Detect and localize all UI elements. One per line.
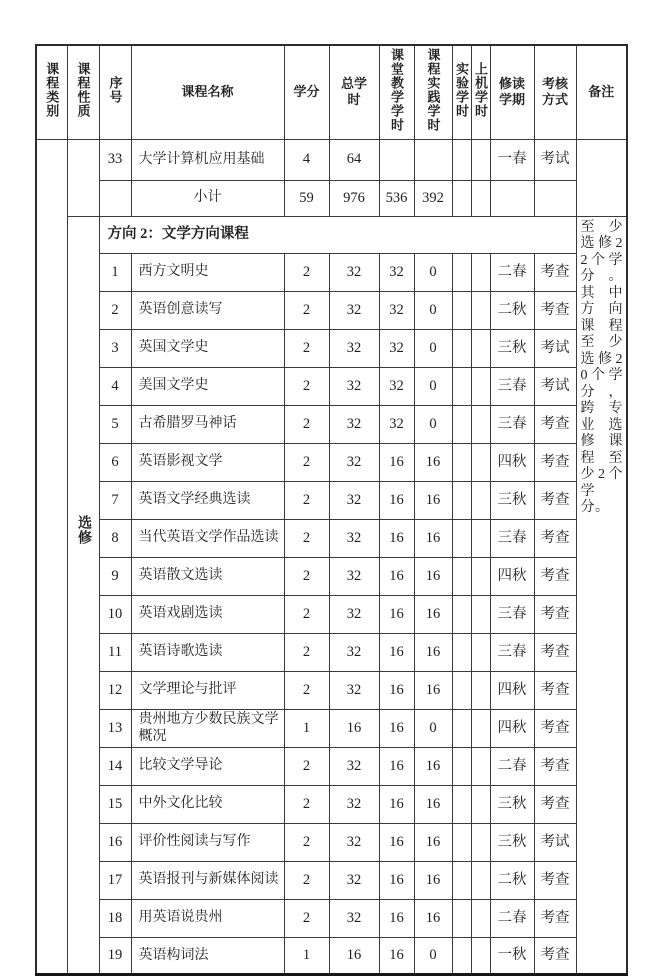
course-classroom-hours: 32: [379, 329, 414, 367]
course-semester: 三秋: [490, 823, 534, 861]
course-name: 英语文学经典选读: [131, 481, 284, 519]
course-experiment-hours: [452, 291, 471, 329]
col-assessment: [534, 45, 576, 139]
course-credits: 2: [284, 861, 329, 899]
course-credits: 2: [284, 443, 329, 481]
course-name: 英国文学史: [131, 329, 284, 367]
course-computer-hours: [471, 367, 490, 405]
course-experiment-hours: [452, 557, 471, 595]
subtotal-credits: 59: [284, 180, 329, 216]
course-seq: 13: [99, 709, 131, 747]
course-credits: 2: [284, 253, 329, 291]
course-total-hours: 32: [329, 481, 379, 519]
course-practice-hours: 16: [414, 861, 452, 899]
course-computer-hours: [471, 785, 490, 823]
subtotal-practice-hours: 392: [414, 180, 452, 216]
course-assessment: 考查: [534, 253, 576, 291]
course-name: 英语影视文学: [131, 443, 284, 481]
course-total-hours: 64: [329, 139, 379, 180]
course-practice-hours: 0: [414, 405, 452, 443]
course-classroom-hours: 16: [379, 785, 414, 823]
col-classroom-hours: [379, 45, 414, 139]
course-credits: 2: [284, 405, 329, 443]
course-seq: 17: [99, 861, 131, 899]
course-total-hours: 32: [329, 519, 379, 557]
col-practice-hours-label: 课程实践学时: [425, 48, 441, 133]
course-assessment: 考查: [534, 861, 576, 899]
course-classroom-hours: 16: [379, 671, 414, 709]
course-credits: 2: [284, 747, 329, 785]
course-name: 英语戏剧选读: [131, 595, 284, 633]
course-practice-hours: 16: [414, 633, 452, 671]
course-row: [36, 595, 627, 633]
course-computer-hours: [471, 557, 490, 595]
course-credits: 2: [284, 291, 329, 329]
course-experiment-hours: [452, 367, 471, 405]
course-seq: 8: [99, 519, 131, 557]
course-row: [36, 443, 627, 481]
course-seq: 5: [99, 405, 131, 443]
col-course-name: [131, 45, 284, 139]
course-seq: 33: [99, 139, 131, 180]
course-seq: 3: [99, 329, 131, 367]
col-credits-label: 学分: [293, 84, 320, 100]
course-classroom-hours: [379, 139, 414, 180]
course-computer-hours: [471, 443, 490, 481]
course-classroom-hours: 16: [379, 823, 414, 861]
course-classroom-hours: 32: [379, 253, 414, 291]
subtotal-assessment: [534, 180, 576, 216]
course-semester: 四秋: [490, 443, 534, 481]
course-computer-hours: [471, 139, 490, 180]
course-experiment-hours: [452, 329, 471, 367]
course-total-hours: 32: [329, 633, 379, 671]
course-total-hours: 32: [329, 861, 379, 899]
course-semester: 四秋: [490, 671, 534, 709]
course-classroom-hours: 32: [379, 291, 414, 329]
col-credits: [284, 45, 329, 139]
course-computer-hours: [471, 709, 490, 747]
course-experiment-hours: [452, 937, 471, 975]
course-row: [36, 823, 627, 861]
course-nature-label: 选修: [76, 514, 91, 545]
course-practice-hours: 16: [414, 823, 452, 861]
course-classroom-hours: 32: [379, 405, 414, 443]
course-semester: 二秋: [490, 861, 534, 899]
course-experiment-hours: [452, 709, 471, 747]
course-assessment: 考查: [534, 671, 576, 709]
course-credits: 2: [284, 519, 329, 557]
course-seq: 15: [99, 785, 131, 823]
course-total-hours: 32: [329, 899, 379, 937]
course-semester: 二春: [490, 899, 534, 937]
col-classroom-hours-label: 课堂教学学时: [389, 48, 404, 133]
course-credits: 2: [284, 367, 329, 405]
course-classroom-hours: 16: [379, 595, 414, 633]
course-practice-hours: 0: [414, 329, 452, 367]
course-computer-hours: [471, 861, 490, 899]
course-row: [36, 519, 627, 557]
course-practice-hours: 16: [414, 899, 452, 937]
course-practice-hours: 16: [414, 595, 452, 633]
direction-header-row: [36, 216, 627, 253]
course-classroom-hours: 16: [379, 937, 414, 975]
course-assessment: 考查: [534, 937, 576, 975]
course-credits: 2: [284, 329, 329, 367]
course-name: 英语构词法: [131, 937, 284, 975]
course-experiment-hours: [452, 861, 471, 899]
course-experiment-hours: [452, 481, 471, 519]
course-seq: 6: [99, 443, 131, 481]
course-semester: 三春: [490, 405, 534, 443]
course-assessment: 考查: [534, 481, 576, 519]
course-total-hours: 16: [329, 937, 379, 975]
table-header: [36, 45, 627, 139]
course-experiment-hours: [452, 823, 471, 861]
col-course-nature: [67, 45, 99, 139]
course-name: 贵州地方少数民族文学概况: [131, 709, 284, 747]
course-classroom-hours: 16: [379, 709, 414, 747]
course-name: 英语创意读写: [131, 291, 284, 329]
course-experiment-hours: [452, 519, 471, 557]
course-credits: 2: [284, 595, 329, 633]
course-name: 比较文学导论: [131, 747, 284, 785]
course-practice-hours: 0: [414, 709, 452, 747]
course-name: 英语诗歌选读: [131, 633, 284, 671]
course-practice-hours: 16: [414, 519, 452, 557]
col-seq-label: 序号: [107, 76, 123, 105]
course-computer-hours: [471, 937, 490, 975]
col-computer-hours-label: 上机学时: [473, 62, 488, 119]
course-computer-hours: [471, 405, 490, 443]
col-seq: [99, 45, 131, 139]
col-course-nature-label: 课程性质: [75, 62, 91, 119]
course-classroom-hours: 16: [379, 443, 414, 481]
subtotal-seq: [99, 180, 131, 216]
course-classroom-hours: 32: [379, 367, 414, 405]
course-row: [36, 291, 627, 329]
course-classroom-hours: 16: [379, 519, 414, 557]
course-credits: 2: [284, 557, 329, 595]
course-seq: 2: [99, 291, 131, 329]
course-assessment: 考查: [534, 899, 576, 937]
course-row: [36, 367, 627, 405]
course-total-hours: 32: [329, 747, 379, 785]
col-course-category-label: 课程类别: [44, 62, 60, 119]
course-name: 中外文化比较: [131, 785, 284, 823]
course-computer-hours: [471, 519, 490, 557]
course-credits: 2: [284, 633, 329, 671]
course-practice-hours: 16: [414, 557, 452, 595]
course-row: [36, 405, 627, 443]
course-experiment-hours: [452, 747, 471, 785]
course-assessment: 考查: [534, 709, 576, 747]
course-assessment: 考查: [534, 633, 576, 671]
course-seq: 4: [99, 367, 131, 405]
course-semester: 三春: [490, 367, 534, 405]
course-computer-hours: [471, 329, 490, 367]
course-computer-hours: [471, 671, 490, 709]
course-semester: 一春: [490, 139, 534, 180]
course-practice-hours: 0: [414, 367, 452, 405]
course-computer-hours: [471, 747, 490, 785]
course-row: [36, 937, 627, 975]
course-assessment: 考试: [534, 367, 576, 405]
direction-title: 方向 2：文学方向课程: [99, 216, 576, 253]
course-experiment-hours: [452, 899, 471, 937]
course-assessment: 考查: [534, 785, 576, 823]
carryover-row-33: [36, 139, 627, 180]
course-name: 评价性阅读与写作: [131, 823, 284, 861]
col-remarks-label: 备注: [588, 84, 615, 100]
course-computer-hours: [471, 899, 490, 937]
course-row: [36, 709, 627, 747]
course-row: [36, 633, 627, 671]
course-row: [36, 671, 627, 709]
col-total-hours: [329, 45, 379, 139]
subtotal-semester: [490, 180, 534, 216]
course-semester: 三春: [490, 519, 534, 557]
course-computer-hours: [471, 595, 490, 633]
course-computer-hours: [471, 823, 490, 861]
col-course-category: [36, 45, 67, 139]
col-computer-hours: [471, 45, 490, 139]
subtotal-computer-hours: [471, 180, 490, 216]
course-total-hours: 32: [329, 443, 379, 481]
subtotal-experiment-hours: [452, 180, 471, 216]
course-assessment: 考查: [534, 405, 576, 443]
course-semester: 四秋: [490, 557, 534, 595]
course-seq: 19: [99, 937, 131, 975]
course-credits: 1: [284, 937, 329, 975]
course-practice-hours: 16: [414, 785, 452, 823]
course-classroom-hours: 16: [379, 861, 414, 899]
course-computer-hours: [471, 481, 490, 519]
course-row: [36, 747, 627, 785]
course-experiment-hours: [452, 405, 471, 443]
col-semester: [490, 45, 534, 139]
course-computer-hours: [471, 291, 490, 329]
course-row: [36, 481, 627, 519]
course-assessment: 考查: [534, 519, 576, 557]
table-body: [36, 139, 627, 975]
remarks-cell: 至少选修22个学分。其中方向课程至少选修20个学分，跨专业选修课程至少2个学分。: [576, 216, 627, 975]
course-semester: 三秋: [490, 481, 534, 519]
course-credits: 1: [284, 709, 329, 747]
col-practice-hours: [414, 45, 452, 139]
course-total-hours: 32: [329, 329, 379, 367]
course-assessment: 考查: [534, 291, 576, 329]
course-assessment: 考查: [534, 747, 576, 785]
course-seq: 7: [99, 481, 131, 519]
course-category-cell: [36, 139, 67, 975]
course-practice-hours: 16: [414, 747, 452, 785]
col-experiment-hours: [452, 45, 471, 139]
course-total-hours: 32: [329, 367, 379, 405]
course-semester: 二春: [490, 747, 534, 785]
course-name: 西方文明史: [131, 253, 284, 291]
course-semester: 三秋: [490, 785, 534, 823]
course-credits: 2: [284, 785, 329, 823]
course-total-hours: 32: [329, 253, 379, 291]
course-classroom-hours: 16: [379, 557, 414, 595]
subtotal-label: 小计: [131, 180, 284, 216]
course-semester: 三春: [490, 595, 534, 633]
col-total-hours-label: 总学时: [340, 76, 367, 108]
course-classroom-hours: 16: [379, 481, 414, 519]
course-name: 用英语说贵州: [131, 899, 284, 937]
course-semester: 二春: [490, 253, 534, 291]
course-classroom-hours: 16: [379, 899, 414, 937]
subtotal-total-hours: 976: [329, 180, 379, 216]
course-seq: 9: [99, 557, 131, 595]
course-name: 文学理论与批评: [131, 671, 284, 709]
course-practice-hours: 16: [414, 443, 452, 481]
course-experiment-hours: [452, 633, 471, 671]
course-assessment: 考查: [534, 595, 576, 633]
course-row: [36, 557, 627, 595]
course-credits: 2: [284, 481, 329, 519]
course-experiment-hours: [452, 139, 471, 180]
course-semester: 三春: [490, 633, 534, 671]
course-experiment-hours: [452, 785, 471, 823]
course-practice-hours: 0: [414, 291, 452, 329]
subtotal-row: [36, 180, 627, 216]
course-credits: 4: [284, 139, 329, 180]
course-semester: 二秋: [490, 291, 534, 329]
course-experiment-hours: [452, 671, 471, 709]
course-classroom-hours: 16: [379, 747, 414, 785]
course-practice-hours: 16: [414, 481, 452, 519]
course-practice-hours: 0: [414, 937, 452, 975]
course-credits: 2: [284, 671, 329, 709]
course-nature-cell: [67, 216, 99, 975]
course-semester: 三秋: [490, 329, 534, 367]
course-total-hours: 16: [329, 709, 379, 747]
course-seq: 12: [99, 671, 131, 709]
course-row: [36, 861, 627, 899]
course-assessment: 考试: [534, 823, 576, 861]
course-practice-hours: [414, 139, 452, 180]
course-credits: 2: [284, 823, 329, 861]
col-semester-label: 修读学期: [498, 76, 525, 108]
course-assessment: 考试: [534, 329, 576, 367]
course-classroom-hours: 16: [379, 633, 414, 671]
course-total-hours: 32: [329, 405, 379, 443]
course-row: [36, 785, 627, 823]
course-seq: 16: [99, 823, 131, 861]
course-row: [36, 253, 627, 291]
course-name: 英语散文选读: [131, 557, 284, 595]
course-assessment: 考试: [534, 139, 576, 180]
course-name: 英语报刊与新媒体阅读: [131, 861, 284, 899]
course-total-hours: 32: [329, 557, 379, 595]
course-name: 古希腊罗马神话: [131, 405, 284, 443]
course-name: 大学计算机应用基础: [131, 139, 284, 180]
course-seq: 1: [99, 253, 131, 291]
col-experiment-hours-label: 实验学时: [454, 62, 469, 119]
course-semester: 一秋: [490, 937, 534, 975]
course-name: 当代英语文学作品选读: [131, 519, 284, 557]
course-experiment-hours: [452, 443, 471, 481]
course-practice-hours: 16: [414, 671, 452, 709]
course-total-hours: 32: [329, 595, 379, 633]
course-computer-hours: [471, 253, 490, 291]
course-nature-carry-cell: [67, 139, 99, 216]
course-name: 美国文学史: [131, 367, 284, 405]
course-credits: 2: [284, 899, 329, 937]
remarks-carry-cell: [576, 139, 627, 216]
course-total-hours: 32: [329, 785, 379, 823]
course-row: [36, 899, 627, 937]
course-assessment: 考查: [534, 443, 576, 481]
course-computer-hours: [471, 633, 490, 671]
course-total-hours: 32: [329, 671, 379, 709]
course-assessment: 考查: [534, 557, 576, 595]
course-seq: 11: [99, 633, 131, 671]
col-remarks: [576, 45, 627, 139]
course-seq: 18: [99, 899, 131, 937]
course-total-hours: 32: [329, 291, 379, 329]
course-semester: 四秋: [490, 709, 534, 747]
col-course-name-label: 课程名称: [181, 84, 234, 100]
course-total-hours: 32: [329, 823, 379, 861]
curriculum-table: [35, 44, 628, 976]
course-practice-hours: 0: [414, 253, 452, 291]
course-seq: 14: [99, 747, 131, 785]
course-row: [36, 329, 627, 367]
subtotal-classroom-hours: 536: [379, 180, 414, 216]
course-experiment-hours: [452, 595, 471, 633]
col-assessment-label: 考核方式: [541, 76, 568, 108]
course-seq: 10: [99, 595, 131, 633]
course-experiment-hours: [452, 253, 471, 291]
